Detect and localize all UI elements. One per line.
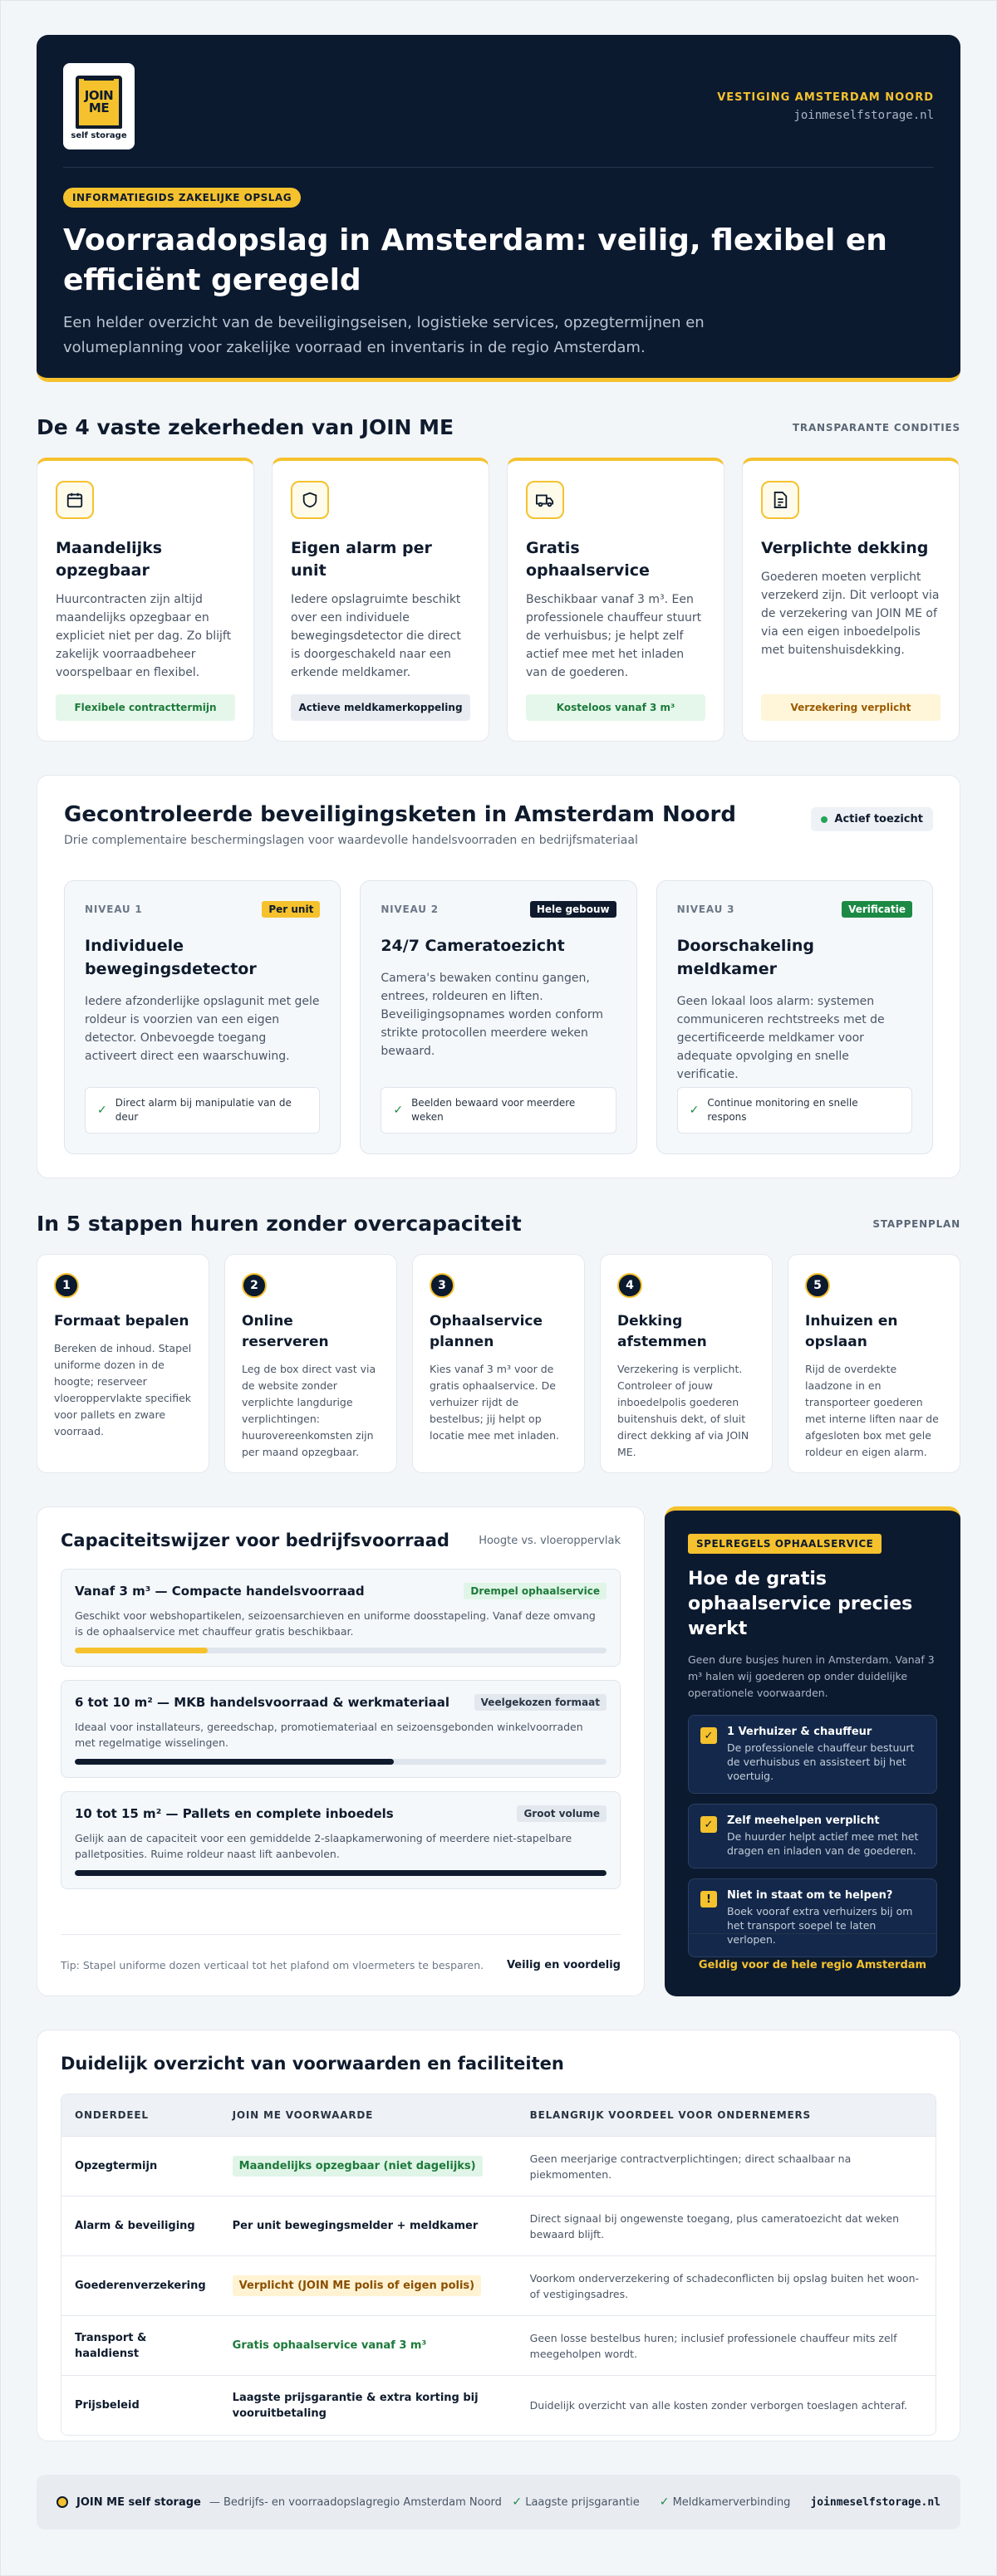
step-title: Formaat bepalen <box>54 1313 189 1330</box>
level-text: Camera's bewaken continu gangen, entrees, roldeuren en liften. Beveiligingsopnames worden conform strikte protocollen meerdere weken bewaard. <box>381 972 603 1058</box>
page-footer <box>37 2475 960 2529</box>
footer-badge-1: Laagste prijsgarantie <box>525 2496 640 2509</box>
steps-heading: In 5 stappen huren zonder overcapaciteit <box>37 1212 522 1236</box>
page-title: Voorraadopslag in Amsterdam: veilig, flexibel en efficiënt geregeld <box>63 223 887 297</box>
guarantee-title: Verplichte dekking <box>761 539 929 557</box>
capacity-item <box>61 1791 621 1889</box>
guarantee-tag: Verzekering verplicht <box>761 694 941 721</box>
logo[interactable] <box>63 63 135 149</box>
step-card <box>600 1254 773 1473</box>
status-badge <box>811 807 933 831</box>
security-subtitle: Drie complementaire beschermingslagen voor waardevolle handelsvoorraden en bedrijfsmateriaal <box>64 834 638 847</box>
guarantee-card <box>37 458 254 742</box>
level-badge: Per unit <box>262 901 320 918</box>
level-title: 24/7 Cameratoezicht <box>381 937 565 955</box>
capacity-item-tag: Veelgekozen formaat <box>474 1694 607 1711</box>
capacity-panel <box>37 1506 645 1996</box>
step-title: Ophaalservice plannen <box>430 1313 543 1350</box>
capacity-item-text: Ideaal voor installateurs, gereedschap, promotiemateriaal en seizoensgebonden winkelvoorraden met regelmatige wisselingen. <box>75 1721 583 1749</box>
cell-part: Transport & haaldienst <box>61 2315 219 2375</box>
step-card <box>412 1254 585 1473</box>
level-check <box>85 1087 320 1134</box>
status-label: Actief toezicht <box>834 813 923 825</box>
step-text: Bereken de inhoud. Stapel uniforme dozen in de hoogte; reserveer vloeroppervlakte specifiek voor pallets en zware voorraad. <box>54 1342 192 1437</box>
logo-word-1: JOIN <box>84 88 114 103</box>
truck-icon <box>526 481 564 519</box>
table-row <box>61 2315 936 2375</box>
guarantee-title: Maandelijks opzegbaar <box>56 539 163 580</box>
level-check <box>677 1087 912 1134</box>
rule-title: Niet in staat om te helpen? <box>727 1889 893 1902</box>
guarantee-card <box>507 458 724 742</box>
check-icon: ✓ <box>393 1103 404 1117</box>
step-number: 2 <box>242 1273 267 1298</box>
step-title: Inhuizen en opslaan <box>805 1313 898 1350</box>
status-dot-icon <box>821 816 828 823</box>
rule-text: De huurder helpt actief mee met het dragen en inladen van de goederen. <box>727 1830 919 1857</box>
cell-condition: Per unit bewegingsmelder + meldkamer <box>232 2220 479 2232</box>
guarantee-text: Beschikbaar vanaf 3 m³. Een professionele chauffeur stuurt de verhuisbus; je helpt zelf actief mee met het inladen van de goederen. <box>526 593 702 679</box>
level-number: NIVEAU 3 <box>676 904 735 915</box>
capacity-footer <box>61 1934 621 1996</box>
step-title: Dekking afstemmen <box>617 1313 707 1350</box>
document-icon <box>761 481 799 519</box>
rules-badge: SPELREGELS OPHAALSERVICE <box>688 1534 882 1554</box>
capacity-item-text: Geschikt voor webshopartikelen, seizoensarchieven en uniforme doosstapeling. Vanaf deze omvang is de ophaalservice met chauffeur gratis beschikbaar. <box>75 1609 596 1638</box>
table-header-row <box>61 2094 936 2136</box>
check-icon: ✓ <box>689 1103 700 1117</box>
level-title: Doorschakeling meldkamer <box>676 937 814 978</box>
conditions-table <box>61 2094 936 2436</box>
level-number: NIVEAU 1 <box>85 904 143 915</box>
guarantees-tag: TRANSPARANTE CONDITIES <box>792 421 960 433</box>
column-header: BELANGRIJK VOORDEEL VOOR ONDERNEMERS <box>517 2094 936 2136</box>
check-icon: ✓ <box>700 1816 717 1833</box>
footer-desc: — Bedrijfs- en voorraadopslagregio Amsterdam Noord <box>209 2495 502 2509</box>
level-number: NIVEAU 2 <box>381 904 439 915</box>
check-icon: ✓ <box>512 2495 523 2509</box>
step-text: Leg de box direct vast via de website zonder verplichte langdurige verplichtingen: huurovereenkomsten zijn per maand opzegbaar. <box>242 1363 376 1458</box>
check-icon: ✓ <box>659 2495 670 2509</box>
logo-box-icon <box>76 76 122 129</box>
calendar-icon <box>56 481 94 519</box>
capacity-bar-fill <box>75 1870 607 1876</box>
capacity-tip: Tip: Stapel uniforme dozen verticaal tot het plafond om vloermeters te besparen. <box>61 1959 484 1971</box>
guarantee-text: Goederen moeten verplicht verzekerd zijn. Dit verloopt via de verzekering van JOIN ME of via een eigen inboedelpolis met buitenshuisdekking. <box>761 571 940 657</box>
cell-part: Prijsbeleid <box>61 2375 219 2435</box>
cell-benefit: Geen losse bestelbus huren; inclusief professionele chauffeur mits zelf meegeholpen wordt. <box>517 2315 936 2375</box>
steps-header <box>37 1212 960 1236</box>
level-check-label: Beelden bewaard voor meerdere weken <box>411 1097 576 1123</box>
table-row <box>61 2136 936 2196</box>
guarantees-heading: De 4 vaste zekerheden van JOIN ME <box>37 415 454 439</box>
location-label: VESTIGING AMSTERDAM NOORD <box>717 91 934 104</box>
rules-title: Hoe de gratis ophaalservice precies werkt <box>688 1569 913 1639</box>
capacity-bar-fill <box>75 1648 208 1653</box>
cell-benefit: Duidelijk overzicht van alle kosten zonder verborgen toeslagen achteraf. <box>517 2375 936 2435</box>
conditions-table-panel <box>37 2030 960 2441</box>
brand-dot-icon <box>56 2496 68 2508</box>
guarantee-card <box>742 458 960 742</box>
capacity-item <box>61 1680 621 1778</box>
security-header <box>64 802 933 847</box>
cell-benefit: Voorkom onderverzekering of schadeconflicten bij opslag buiten het woon- of vestigingsadres. <box>517 2255 936 2315</box>
capacity-rules-row <box>37 1506 960 1996</box>
capacity-item-tag: Groot volume <box>517 1805 607 1822</box>
hero-top <box>63 63 934 168</box>
cell-condition: Maandelijks opzegbaar (niet dagelijks) <box>233 2156 483 2177</box>
capacity-bar-fill <box>75 1759 394 1765</box>
security-title: Gecontroleerde beveiligingsketen in Amsterdam Noord <box>64 802 736 827</box>
guarantee-text: Huurcontracten zijn altijd maandelijks opzegbaar en expliciet niet per dag. Zo blijft zakelijk voorraadbeheer voorspelbaar en flexibel. <box>56 593 232 679</box>
step-card <box>224 1254 397 1473</box>
guarantee-title: Gratis ophaalservice <box>526 539 650 580</box>
guarantee-tag: Kosteloos vanaf 3 m³ <box>526 694 705 721</box>
step-text: Verzekering is verplicht. Controleer of jouw inboedelpolis goederen buitenshuis dekt, of sluit direct dekking af via JOIN ME. <box>617 1363 749 1458</box>
level-badge: Hele gebouw <box>530 901 616 918</box>
capacity-item-title: Vanaf 3 m³ — Compacte handelsvoorraad <box>75 1584 365 1599</box>
steps-tag: STAPPENPLAN <box>872 1217 960 1230</box>
hero-banner <box>37 35 960 382</box>
shield-icon <box>291 481 329 519</box>
logo-sub: self storage <box>71 131 127 140</box>
capacity-bar <box>75 1648 607 1653</box>
warning-icon: ! <box>700 1891 717 1908</box>
rule-text: Boek vooraf extra verhuizers bij om het transport soepel te laten verlopen. <box>727 1905 913 1946</box>
guarantee-title: Eigen alarm per unit <box>291 539 432 580</box>
cell-benefit: Geen meerjarige contractverplichtingen; direct schaalbaar na piekmomenten. <box>517 2136 936 2196</box>
cell-condition: Laagste prijsgarantie & extra korting bij vooruitbetaling <box>232 2391 479 2420</box>
column-header: ONDERDEEL <box>61 2094 219 2136</box>
step-text: Kies vanaf 3 m³ voor de gratis ophaalservice. De verhuizer rijdt de bestelbus; jij helpt op locatie mee met inladen. <box>430 1363 560 1442</box>
rule-title: 1 Verhuizer & chauffeur <box>727 1726 872 1738</box>
hero-location <box>717 63 934 122</box>
level-text: Iedere afzonderlijke opslagunit met gele roldeur is voorzien van een eigen detector. Onbevoegde toegang activeert direct een waarschuwing. <box>85 995 320 1063</box>
capacity-bar <box>75 1759 607 1765</box>
capacity-item-text: Gelijk aan de capaciteit voor een gemiddelde 2-slaapkamerwoning of meerdere niet-stapelbare palletposities. Ruime roldeur naast lift aanbevolen. <box>75 1832 572 1860</box>
rules-footer: Geldig voor de hele regio Amsterdam <box>688 1933 937 1996</box>
step-number: 1 <box>54 1273 79 1298</box>
rule-item <box>688 1715 937 1794</box>
cell-condition: Gratis ophaalservice vanaf 3 m³ <box>232 2339 427 2352</box>
cell-part: Alarm & beveiliging <box>61 2196 219 2255</box>
rule-item <box>688 1804 937 1868</box>
check-icon: ✓ <box>97 1103 107 1117</box>
table-row <box>61 2196 936 2255</box>
step-card <box>788 1254 960 1473</box>
rules-intro: Geen dure busjes huren in Amsterdam. Vanaf 3 m³ halen wij goederen op onder duidelijke operationele voorwaarden. <box>688 1653 935 1699</box>
security-level-card <box>64 880 341 1154</box>
page-subtitle: Een helder overzicht van de beveiligingseisen, logistieke services, opzegtermijnen en volumeplanning voor zakelijke voorraad en inventaris in de regio Amsterdam. <box>63 314 705 356</box>
logo-word-2: ME <box>88 100 110 115</box>
cell-part: Opzegtermijn <box>61 2136 219 2196</box>
table-row <box>61 2375 936 2435</box>
footer-brand: JOIN ME self storage <box>76 2495 201 2509</box>
table-row <box>61 2255 936 2315</box>
security-level-card <box>656 880 933 1154</box>
level-badge: Verificatie <box>842 901 912 918</box>
level-text: Geen lokaal loos alarm: systemen communiceren rechtstreeks met de gecertificeerde meldkamer voor adequate opvolging en snelle verificatie. <box>676 995 885 1081</box>
capacity-item-title: 10 tot 15 m² — Pallets en complete inboedels <box>75 1806 394 1821</box>
capacity-item-title: 6 tot 10 m² — MKB handelsvoorraad & werkmateriaal <box>75 1695 450 1710</box>
level-check-label: Direct alarm bij manipulatie van de deur <box>115 1097 292 1123</box>
step-number: 5 <box>805 1273 830 1298</box>
guarantee-card <box>272 458 489 742</box>
table-title: Duidelijk overzicht van voorwaarden en faciliteiten <box>61 2054 564 2074</box>
level-check <box>381 1087 616 1134</box>
cell-benefit: Direct signaal bij ongewenste toegang, plus cameratoezicht dat weken bewaard blijft. <box>517 2196 936 2255</box>
capacity-item-tag: Drempel ophaalservice <box>464 1583 607 1599</box>
guarantees-header <box>37 415 960 439</box>
guarantee-cards <box>37 458 960 742</box>
website-link[interactable]: joinmeselfstorage.nl <box>793 109 934 122</box>
capacity-item <box>61 1569 621 1667</box>
rule-title: Zelf meehelpen verplicht <box>727 1814 880 1827</box>
guarantee-text: Iedere opslagruimte beschikt over een individuele bewegingsdetector die direct is doorgeschakeld naar een erkende meldkamer. <box>291 593 461 679</box>
step-number: 4 <box>617 1273 642 1298</box>
guarantee-tag: Flexibele contracttermijn <box>56 694 235 721</box>
security-levels <box>64 880 933 1154</box>
step-number: 3 <box>430 1273 454 1298</box>
rule-text: De professionele chauffeur bestuurt de verhuisbus en assisteert bij het voertuig. <box>727 1741 915 1782</box>
guarantee-tag: Actieve meldkamerkoppeling <box>291 694 470 721</box>
footer-badge-2: Meldkamerverbinding <box>672 2496 791 2509</box>
footer-website-link[interactable]: joinmeselfstorage.nl <box>810 2495 941 2509</box>
check-icon: ✓ <box>700 1727 717 1744</box>
level-title: Individuele bewegingsdetector <box>85 937 257 978</box>
security-chain-panel <box>37 775 960 1178</box>
hero-badge: INFORMATIEGIDS ZAKELIJKE OPSLAG <box>63 188 301 208</box>
step-title: Online reserveren <box>242 1313 329 1350</box>
capacity-right-label: Hoogte vs. vloeroppervlak <box>479 1534 621 1547</box>
security-level-card <box>360 880 636 1154</box>
cell-condition: Verplicht (JOIN ME polis of eigen polis) <box>233 2275 481 2296</box>
capacity-bar <box>75 1870 607 1876</box>
cell-part: Goederenverzekering <box>61 2255 219 2315</box>
pickup-rules-panel <box>665 1506 960 1996</box>
column-header: JOIN ME VOORWAARDE <box>219 2094 517 2136</box>
capacity-status: Veilig en voordelig <box>506 1959 621 1971</box>
steps-list <box>37 1254 960 1473</box>
level-check-label: Continue monitoring en snelle respons <box>707 1097 858 1123</box>
step-card <box>37 1254 209 1473</box>
capacity-title: Capaciteitswijzer voor bedrijfsvoorraad <box>61 1530 449 1550</box>
step-text: Rijd de overdekte laadzone in en transporteer goederen met interne liften naar de afgesloten box met gele roldeur en eigen alarm. <box>805 1363 939 1458</box>
